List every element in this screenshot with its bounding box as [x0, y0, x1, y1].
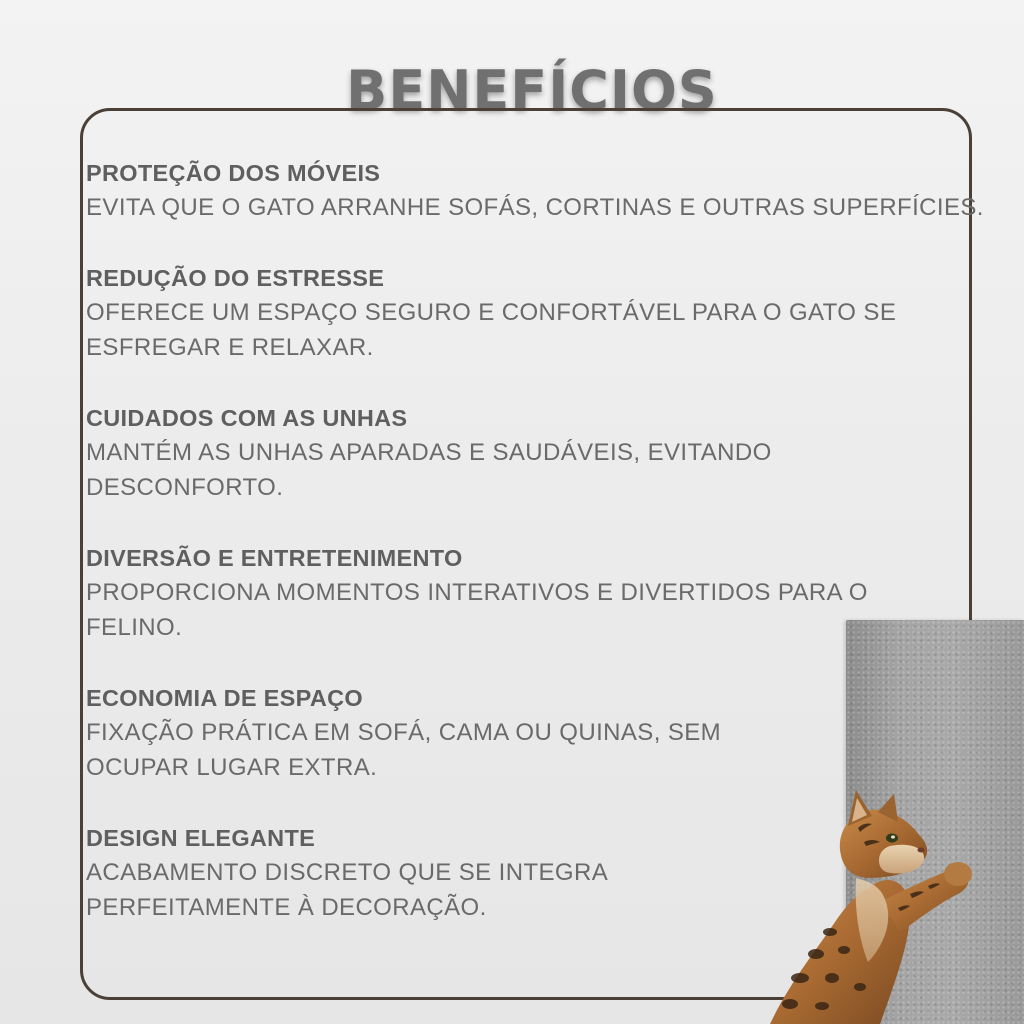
page-title: BENEFÍCIOS	[346, 59, 718, 123]
benefit-description-line: PROPORCIONA MOMENTOS INTERATIVOS E DIVERTIDOS PARA O	[86, 579, 868, 606]
benefit-description-line: PERFEITAMENTE À DECORAÇÃO.	[86, 894, 487, 921]
benefit-heading: DESIGN ELEGANTE	[86, 825, 316, 851]
benefit-heading: PROTEÇÃO DOS MÓVEIS	[86, 160, 381, 186]
benefit-description-line: ACABAMENTO DISCRETO QUE SE INTEGRA	[86, 859, 609, 886]
benefit-item	[86, 401, 986, 505]
benefit-item	[86, 156, 986, 225]
benefit-description-line: DESCONFORTO.	[86, 474, 284, 501]
benefit-item	[86, 541, 986, 645]
benefit-description-line: FELINO.	[86, 614, 183, 641]
benefit-heading: REDUÇÃO DO ESTRESSE	[86, 265, 385, 291]
benefit-item	[86, 261, 986, 365]
benefit-item	[86, 681, 986, 785]
benefit-description-line: OCUPAR LUGAR EXTRA.	[86, 754, 378, 781]
cat-image	[760, 782, 990, 1024]
benefit-heading: ECONOMIA DE ESPAÇO	[86, 685, 363, 711]
benefit-heading: DIVERSÃO E ENTRETENIMENTO	[86, 545, 463, 571]
benefit-description-line: ESFREGAR E RELAXAR.	[86, 334, 374, 361]
benefit-description-line: OFERECE UM ESPAÇO SEGURO E CONFORTÁVEL PARA O GATO SE	[86, 299, 897, 326]
benefit-description-line: MANTÉM AS UNHAS APARADAS E SAUDÁVEIS, EVITANDO	[86, 439, 772, 466]
benefit-heading: CUIDADOS COM AS UNHAS	[86, 405, 408, 431]
benefit-description-line: FIXAÇÃO PRÁTICA EM SOFÁ, CAMA OU QUINAS, SEM	[86, 719, 722, 746]
benefit-description-line: EVITA QUE O GATO ARRANHE SOFÁS, CORTINAS E OUTRAS SUPERFÍCIES.	[86, 194, 984, 221]
